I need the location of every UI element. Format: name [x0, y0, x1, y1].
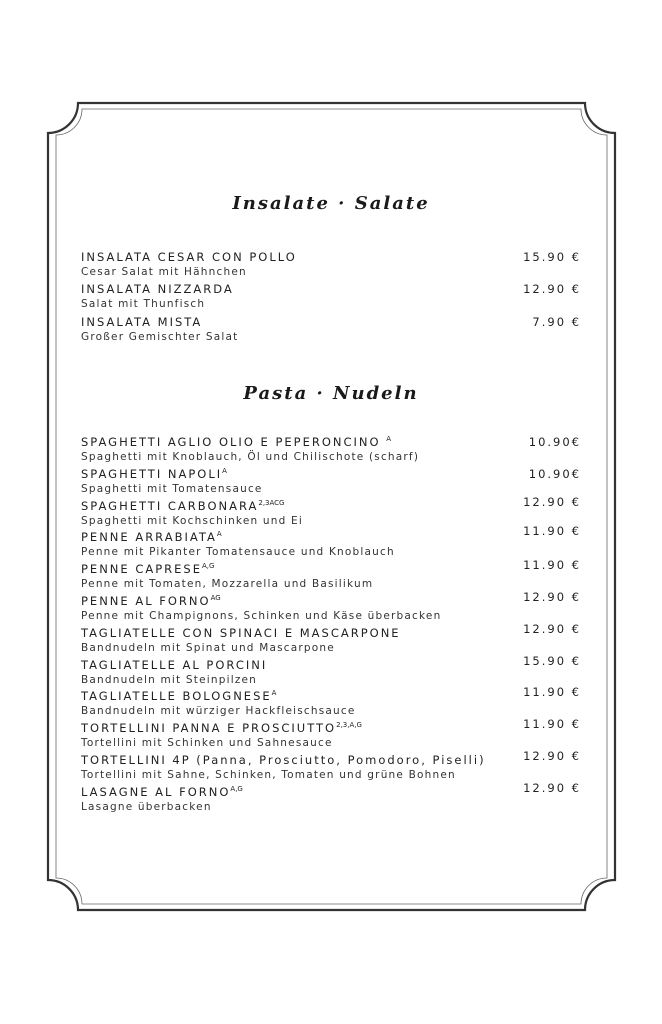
menu-item-name-text: SPAGHETTI CARBONARA [81, 498, 259, 513]
menu-item-description: Penne mit Champignons, Schinken und Käse überbacken [81, 610, 442, 622]
salate-section-title: Insalate · Salate [232, 193, 430, 214]
menu-item-description: Spaghetti mit Tomatensauce [81, 482, 263, 495]
menu-item-price: 11.90 € [523, 717, 581, 732]
pasta-section-title: Pasta · Nudeln [243, 383, 419, 404]
menu-item-price: 11.90 € [523, 558, 581, 573]
menu-item-name-text: PENNE ARRABIATA [81, 530, 217, 545]
menu-item-name [81, 467, 227, 481]
menu-item-price: 11.90 € [523, 524, 581, 539]
menu-item-description: Bandnudeln mit würziger Hackfleischsauce [81, 705, 356, 718]
menu-item-name [81, 721, 362, 735]
menu-item-price: 15.90 € [523, 250, 581, 264]
allergen-codes: 2,3ACG [258, 498, 285, 507]
menu-item-name-text: SPAGHETTI AGLIO OLIO E PEPERONCINO [81, 435, 387, 449]
menu-item-name [81, 753, 486, 767]
menu-item-description: Spaghetti mit Kochschinken und Ei [81, 514, 303, 527]
menu-item-description: Tortellini mit Sahne, Schinken, Tomaten und grüne Bohnen [81, 769, 456, 781]
menu-item-name-text: INSALATA MISTA [81, 314, 203, 329]
menu-item-name [81, 499, 285, 513]
menu-item-price: 12.90 € [523, 749, 581, 763]
menu-item-description: Bandnudeln mit Spinat und Mascarpone [81, 641, 335, 654]
menu-item-description: Lasagne überbacken [81, 800, 212, 813]
allergen-codes: A [271, 689, 277, 698]
menu-item-description: Penne mit Tomaten, Mozzarella und Basilikum [81, 578, 374, 591]
menu-item-description: Spaghetti mit Knoblauch, Öl und Chilischote (scharf) [81, 451, 420, 463]
menu-item-name [81, 689, 276, 703]
menu-item-name-text: INSALATA NIZZARDA [81, 282, 234, 297]
menu-item-description: Cesar Salat mit Hähnchen [81, 266, 247, 278]
menu-item-name-text: TAGLIATELLE BOLOGNESE [81, 689, 272, 704]
menu-item-description: Penne mit Pikanter Tomatensauce und Knoblauch [81, 546, 395, 559]
allergen-codes: AG [210, 594, 221, 602]
menu-item-name-text: PENNE CAPRESE [81, 562, 202, 577]
menu-item-price: 10.90€ [528, 435, 581, 449]
menu-item-description: Bandnudeln mit Steinpilzen [81, 673, 258, 686]
menu-item-name [81, 435, 391, 449]
menu-item-name-text: TAGLIATELLE CON SPINACI E MASCARPONE [81, 625, 401, 640]
menu-item-name-text: LASAGNE AL FORNO [81, 784, 231, 799]
menu-item-price: 7.90 € [532, 314, 581, 329]
allergen-codes: 2,3,A,G [336, 721, 362, 730]
allergen-codes: A [222, 466, 227, 475]
menu-item-name [81, 594, 221, 608]
menu-item-name-text: SPAGHETTI NAPOLI [81, 466, 223, 481]
menu-item-description: Großer Gemischter Salat [81, 330, 239, 343]
menu-item-name-text: TAGLIATELLE AL PORCINI [81, 657, 268, 672]
menu-item-name [81, 530, 222, 544]
menu-item-description: Salat mit Thunfisch [81, 298, 206, 311]
menu-item-name [81, 785, 243, 799]
menu-item-price: 12.90 € [523, 590, 581, 604]
menu-item-price: 11.90 € [523, 685, 581, 700]
menu-item-price: 12.90 € [523, 780, 581, 795]
menu-item-name [81, 562, 214, 576]
allergen-codes: A,G [201, 562, 215, 571]
allergen-codes: A,G [230, 784, 243, 793]
menu-item-price: 12.90 € [523, 282, 581, 297]
menu-item-name [81, 282, 234, 296]
allergen-codes: A [216, 530, 222, 539]
menu-item-name [81, 626, 401, 640]
menu-item-price: 12.90 € [523, 494, 581, 509]
menu-item-description: Tortellini mit Schinken und Sahnesauce [81, 737, 333, 750]
menu-item-name-text: TORTELLINI 4P (Panna, Prosciutto, Pomodoro, Piselli) [81, 753, 486, 767]
menu-item-name-text: PENNE AL FORNO [81, 594, 211, 608]
allergen-codes: A [386, 435, 392, 443]
menu-item-price: 15.90 € [523, 653, 581, 668]
menu-item-name-text: TORTELLINI PANNA E PROSCIUTTO [81, 721, 337, 736]
menu-item-price: 10.90€ [528, 466, 581, 481]
menu-item-price: 12.90 € [523, 621, 581, 636]
menu-item-name [81, 658, 267, 672]
menu-item-name [81, 250, 297, 264]
menu-item-name-text: INSALATA CESAR CON POLLO [81, 250, 297, 264]
menu-item-name [81, 315, 202, 329]
